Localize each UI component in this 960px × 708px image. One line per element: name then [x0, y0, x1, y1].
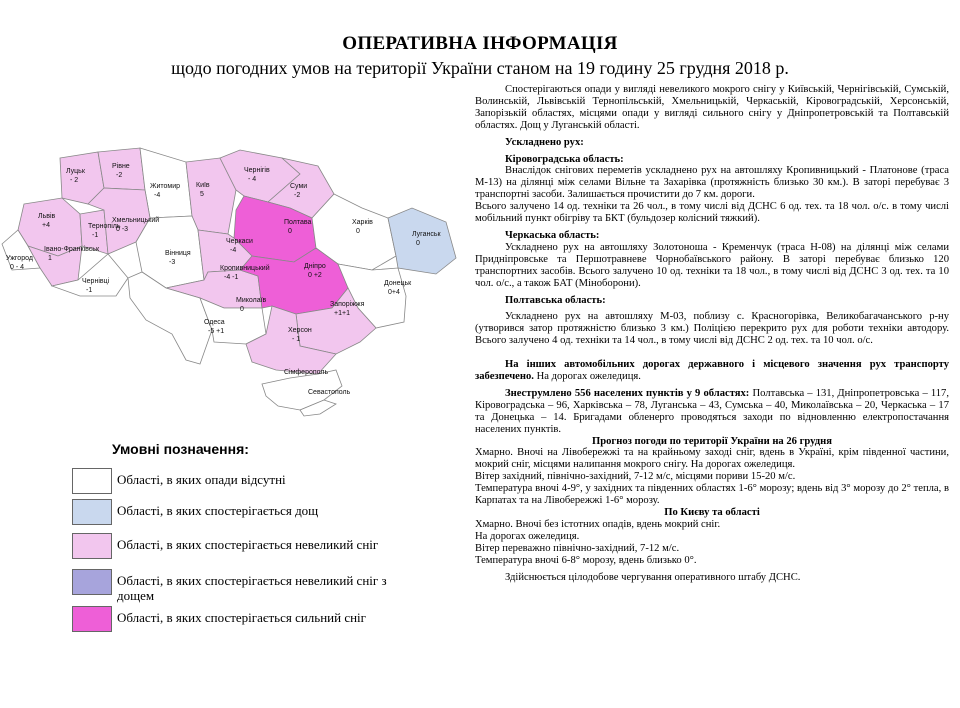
region-label: Вінниця	[165, 250, 191, 257]
report-intro: Спостерігаються опади у вигляді невеликого мокрого снігу у Київській, Чернігівській, Сумській, Волинській, Львівській Тернопільській, Хмельницькій, Черкаській, Кіровоградській, Херсонській, Запорізькій областях, місцями опади у вигляді сильного снігу у Дніпропетровській та Полтавській областях. Дощ у Луганській області.	[475, 84, 949, 131]
legend-label: Області, в яких спостерігається невеликий сніг з дощем	[117, 573, 387, 603]
region-value: -4	[230, 247, 237, 254]
region-label: Херсон	[288, 327, 312, 334]
region-value: 0	[288, 228, 292, 235]
forecast-title: Прогноз погоди по території України на 26 грудня	[591, 435, 832, 447]
region-label: Севастополь	[308, 389, 351, 396]
forecast-2: Вітер західний, північно-західний, 7-12 м/с, місцями пориви 15-20 м/с.	[475, 471, 796, 483]
legend-swatch	[72, 533, 112, 559]
region-value: +1+1	[334, 310, 350, 317]
region-value: 5	[200, 191, 204, 198]
region-label: Хмельницький	[112, 217, 160, 224]
poltava-title: Полтавська область:	[505, 294, 606, 306]
region-label: Дніпро	[304, 263, 326, 270]
legend-item	[72, 569, 402, 603]
region-value: - 4	[248, 176, 257, 183]
region-value: 0	[416, 240, 420, 247]
legend-label: Області, в яких опади відсутні	[117, 472, 286, 487]
poltava-text: Ускладнено рух на автошляху М-03, поблизу с. Красногорівка, Великобагачанського р-ну (утворився затор протяжністю близько 3 км.) Поліцією перекрито рух для роботи техніки автодору. Всього залучено 4 од. техніки та 14 чол., в тому числі від ДСНС 2 од. тех. та 10 чол. о/с.	[475, 311, 949, 347]
region-label: Рівне	[112, 163, 130, 170]
region-value: - 1	[292, 336, 301, 343]
other-roads	[475, 359, 949, 383]
region-label: Донецьк	[384, 280, 412, 287]
legend-title: Умовні позначення:	[112, 441, 249, 457]
region-label: Київ	[196, 182, 210, 189]
legend-item	[72, 499, 402, 529]
region-label: Полтава	[284, 219, 312, 226]
cherkasy-title: Черкаська область:	[505, 229, 600, 241]
region-label: Одеса	[204, 319, 225, 326]
region-value: -3	[169, 259, 176, 266]
power-outage-text: Полтавська – 131, Дніпропетровська – 117, Кіровоградська – 96, Харківська – 78, Луганська – 43, Сумська – 40, Миколаївська – 20, Черкаська – 17 та Донецька – 14. Бригадами обленерго проводяться заходи по відновленню електропостачання населених пунктів.	[475, 387, 950, 435]
legend-swatch	[72, 499, 112, 525]
region-label: Ужгород	[6, 255, 33, 262]
region-label: Чернігів	[244, 167, 270, 174]
region-label: Кропивницький	[220, 265, 270, 272]
legend-label: Області, в яких спостерігається дощ	[117, 503, 319, 518]
region-value: +4	[42, 222, 50, 229]
legend-item	[72, 606, 402, 636]
power-outage-bold: Знеструмлено 556 населених пунктів у 9 областях:	[505, 387, 750, 399]
region-label: Запоріжжя	[330, 301, 365, 308]
region-label: Суми	[290, 183, 308, 190]
legend-swatch	[72, 468, 112, 494]
region-label: Івано-Франківськ	[44, 246, 100, 253]
other-roads-bold: На інших автомобільних дорогах державного і місцевого значення рух транспорту забезпечено.	[475, 359, 949, 383]
cherkasy-text: Ускладнено рух на автошляху Золотоноша - Кременчук (траса Н-08) на ділянці між селами Придніпровське та Першотравневе Чорнобаївського району. В заторі перебуває близько 120 транспортних засобів. Всього залучено 10 од. техніки та 18 чол., в тому числі від ДСНС 3 од. тех. та 10 чол. о/с., а також БАТ (Міноборони).	[475, 241, 949, 289]
kyiv-1: Хмарно. Вночі без істотних опадів, вдень мокрий сніг.	[475, 518, 721, 530]
region-value: -2	[294, 192, 301, 199]
legend-swatch	[72, 606, 112, 632]
power-outage	[475, 388, 949, 436]
region-value: 0 -3	[116, 226, 129, 233]
region-value: 0+4	[388, 289, 400, 296]
region-value: 0 +2	[308, 272, 322, 279]
region-луганськ	[388, 208, 456, 274]
legend-item	[72, 533, 402, 563]
region-value: -4 -1	[224, 274, 239, 281]
legend-label: Області, в яких спостерігається сильний сніг	[117, 610, 366, 625]
region-label: Миколаїв	[236, 297, 267, 304]
region-label: Черкаси	[226, 238, 253, 245]
region-value: -2	[116, 172, 123, 179]
forecast-1: Хмарно. Вночі на Лівобережжі та на крайньому заході сніг, вдень в Україні, крім південної частини, мокрий сніг, місцями налипання мокрого снігу. На дорогах ожеледиця.	[475, 447, 949, 471]
kyiv-title: По Києву та області	[664, 507, 760, 518]
region-value: 0	[356, 228, 360, 235]
kirovohrad-text: Внаслідок снігових переметів ускладнено рух на автошляху Кропивницький - Платонове (траса М-13) на ділянці між селами Вільне та Захарівка (протяжність близько 30 км.). В заторі перебуває 3 транспортні засоби. Залишається прочистити до 7 км. дороги.	[475, 165, 949, 201]
region-value: 1	[48, 255, 52, 262]
kirovohrad-text-2: Всього залучено 14 од. техніки та 26 чол., в тому числі від ДСНС 6 од. тех. та 18 чол. о/с. в тому числі мобільний пункт обігріву та БКТ (бульдозер колісний тяжкий).	[475, 201, 949, 225]
region-label: Житомир	[150, 183, 181, 190]
forecast-3: Температура вночі 4-9°, у західних та південних областях 1-6° морозу; вдень від 3° морозу до 2° тепла, в Карпатах та на Лівобережжі 1-6° морозу.	[475, 483, 949, 507]
duty-note: Здійснюється цілодобове чергування оперативного штабу ДСНС.	[505, 571, 801, 583]
region-label: Луцьк	[66, 168, 85, 175]
kyiv-4: Температура вночі 6-8° морозу, вдень близько 0°.	[475, 554, 697, 566]
ukraine-weather-map	[0, 138, 470, 418]
kyiv-2: На дорогах ожеледиця.	[475, 530, 580, 542]
region-value: -5 +1	[208, 328, 225, 335]
other-roads-tail: На дорогах ожеледиця.	[536, 371, 641, 383]
page-title: ОПЕРАТИВНА ІНФОРМАЦІЯ	[342, 33, 618, 54]
legend-swatch	[72, 569, 112, 595]
region-label: Харків	[352, 219, 373, 226]
kyiv-3: Вітер переважно північно-західний, 7-12 м/с.	[475, 542, 680, 554]
region-value: - 2	[70, 177, 79, 184]
region-value: -4	[154, 192, 161, 199]
region-value: 0	[240, 306, 244, 313]
region-value: -1	[92, 232, 99, 239]
region-value: -1	[86, 287, 93, 294]
region-label: Сімферополь	[284, 369, 329, 376]
section-complicated: Ускладнено рух:	[505, 136, 584, 148]
kirovohrad-title: Кіровоградська область:	[505, 153, 624, 165]
region-label: Львів	[38, 213, 56, 220]
region-value: 0 - 4	[10, 264, 25, 271]
region-label: Чернівці	[82, 278, 110, 285]
page-subtitle: щодо погодних умов на території України станом на 19 годину 25 грудня 2018 р.	[171, 58, 789, 78]
region-label: Тернопіль	[88, 223, 121, 230]
report-text	[475, 84, 949, 583]
region-label: Луганськ	[412, 231, 441, 238]
legend-item	[72, 468, 402, 498]
legend-label: Області, в яких спостерігається невеликий сніг	[117, 537, 379, 552]
